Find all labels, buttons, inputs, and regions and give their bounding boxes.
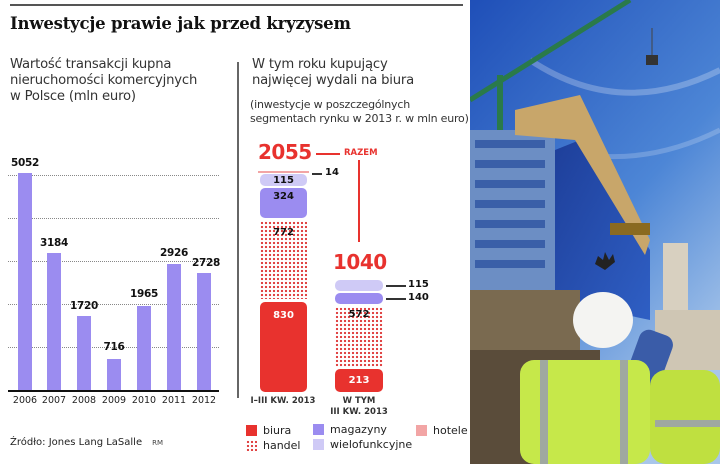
legend-item-handel bbox=[246, 439, 301, 452]
x-tick-label: 2006 bbox=[12, 395, 38, 406]
segment-handel bbox=[260, 221, 307, 299]
note-line: (inwestycje w poszczególnych bbox=[250, 98, 410, 111]
x-category-label bbox=[326, 396, 392, 418]
value-label: 716 bbox=[103, 341, 125, 353]
x-tick-label: 2010 bbox=[131, 395, 157, 406]
swatch-icon bbox=[416, 425, 427, 436]
callout-line bbox=[386, 298, 406, 300]
segment-wielofunkcyjne bbox=[335, 280, 383, 291]
bar-2008 bbox=[77, 316, 91, 390]
value-label: 3184 bbox=[39, 237, 69, 249]
gridline bbox=[8, 175, 219, 176]
construction-photo bbox=[470, 0, 720, 464]
legend-label: handel bbox=[263, 439, 301, 452]
label-line: III KW. 2013 bbox=[330, 407, 388, 417]
legend-item-magazyny bbox=[313, 423, 387, 436]
dotted-swatch-icon bbox=[246, 440, 257, 451]
segment-magazyny bbox=[335, 293, 383, 304]
legend-label: wielofunkcyjne bbox=[330, 438, 413, 451]
total-value: 2055 bbox=[258, 140, 312, 164]
segment-hotele bbox=[258, 171, 309, 173]
legend-label: biura bbox=[263, 424, 292, 437]
x-tick-label: 2007 bbox=[41, 395, 67, 406]
subtitle-line: Wartość transakcji kupna bbox=[10, 57, 172, 72]
callout-hotele-value: 14 bbox=[325, 167, 339, 178]
segment-handel bbox=[335, 307, 383, 367]
bar-2010 bbox=[137, 306, 151, 390]
subtitle-line: najwięcej wydali na biura bbox=[252, 73, 414, 88]
segment-value: 213 bbox=[348, 375, 370, 386]
gridline bbox=[8, 304, 219, 305]
bar-2012 bbox=[197, 273, 211, 390]
total-value: 1040 bbox=[333, 250, 387, 274]
legend-label: hotele bbox=[433, 424, 468, 437]
legend-item-hotele bbox=[416, 424, 468, 437]
swatch-icon bbox=[246, 425, 257, 436]
page-title: Inwestycje prawie jak przed kryzysem bbox=[10, 14, 351, 33]
source-text: Źródło: Jones Lang LaSalle bbox=[10, 437, 143, 448]
segment-value: 830 bbox=[273, 310, 294, 321]
bar-2011 bbox=[167, 264, 181, 390]
x-category-label bbox=[250, 396, 316, 407]
subtitle-line: W tym roku kupujący bbox=[252, 57, 388, 72]
top-rule bbox=[10, 4, 463, 6]
razem-vertical-connector bbox=[358, 160, 360, 242]
segment-magazyny bbox=[260, 188, 307, 218]
label-line: I–III KW. 2013 bbox=[250, 396, 316, 406]
left-chart-subtitle bbox=[10, 57, 197, 105]
bar-2009 bbox=[107, 359, 121, 390]
source-note bbox=[10, 437, 163, 448]
x-tick-label: 2012 bbox=[191, 395, 217, 406]
razem-connector bbox=[316, 153, 340, 155]
swatch-icon bbox=[313, 439, 324, 450]
column-divider bbox=[237, 62, 239, 398]
segment-biura bbox=[260, 302, 307, 392]
swatch-icon bbox=[313, 424, 324, 435]
legend-item-biura bbox=[246, 424, 291, 437]
right-chart-subtitle bbox=[252, 57, 414, 89]
callout-line bbox=[312, 173, 322, 175]
x-axis-baseline bbox=[8, 390, 219, 392]
segment-value: 324 bbox=[273, 191, 294, 202]
value-label: 2728 bbox=[191, 257, 221, 269]
callout-magazyny-value: 140 bbox=[408, 292, 429, 303]
bar-2006 bbox=[18, 173, 32, 390]
author-mark: RM bbox=[152, 439, 164, 447]
segment-biura bbox=[335, 369, 383, 392]
callout-line bbox=[386, 285, 406, 287]
bar-2007 bbox=[47, 253, 61, 390]
label-line: W TYM bbox=[342, 396, 376, 406]
razem-label: RAZEM bbox=[344, 148, 378, 158]
gridline bbox=[8, 218, 219, 219]
value-label: 5052 bbox=[10, 157, 40, 169]
subtitle-line: w Polsce (mln euro) bbox=[10, 89, 136, 104]
subtitle-line: nieruchomości komercyjnych bbox=[10, 73, 198, 88]
legend-item-wielofunkcyjne bbox=[313, 438, 412, 451]
legend-label: magazyny bbox=[330, 423, 387, 436]
x-tick-label: 2011 bbox=[161, 395, 187, 406]
value-label: 1965 bbox=[129, 288, 159, 300]
segment-value: 772 bbox=[273, 227, 294, 238]
value-label: 1720 bbox=[69, 300, 99, 312]
segment-value: 115 bbox=[273, 174, 294, 186]
note-line: segmentach rynku w 2013 r. w mln euro) bbox=[250, 112, 469, 125]
x-tick-label: 2009 bbox=[101, 395, 127, 406]
right-chart-note bbox=[250, 98, 469, 126]
x-tick-label: 2008 bbox=[71, 395, 97, 406]
callout-wielofunkcyjne-value: 115 bbox=[408, 279, 429, 290]
segment-wielofunkcyjne bbox=[260, 174, 307, 186]
value-label: 2926 bbox=[159, 247, 189, 259]
segment-value: 572 bbox=[348, 309, 370, 320]
